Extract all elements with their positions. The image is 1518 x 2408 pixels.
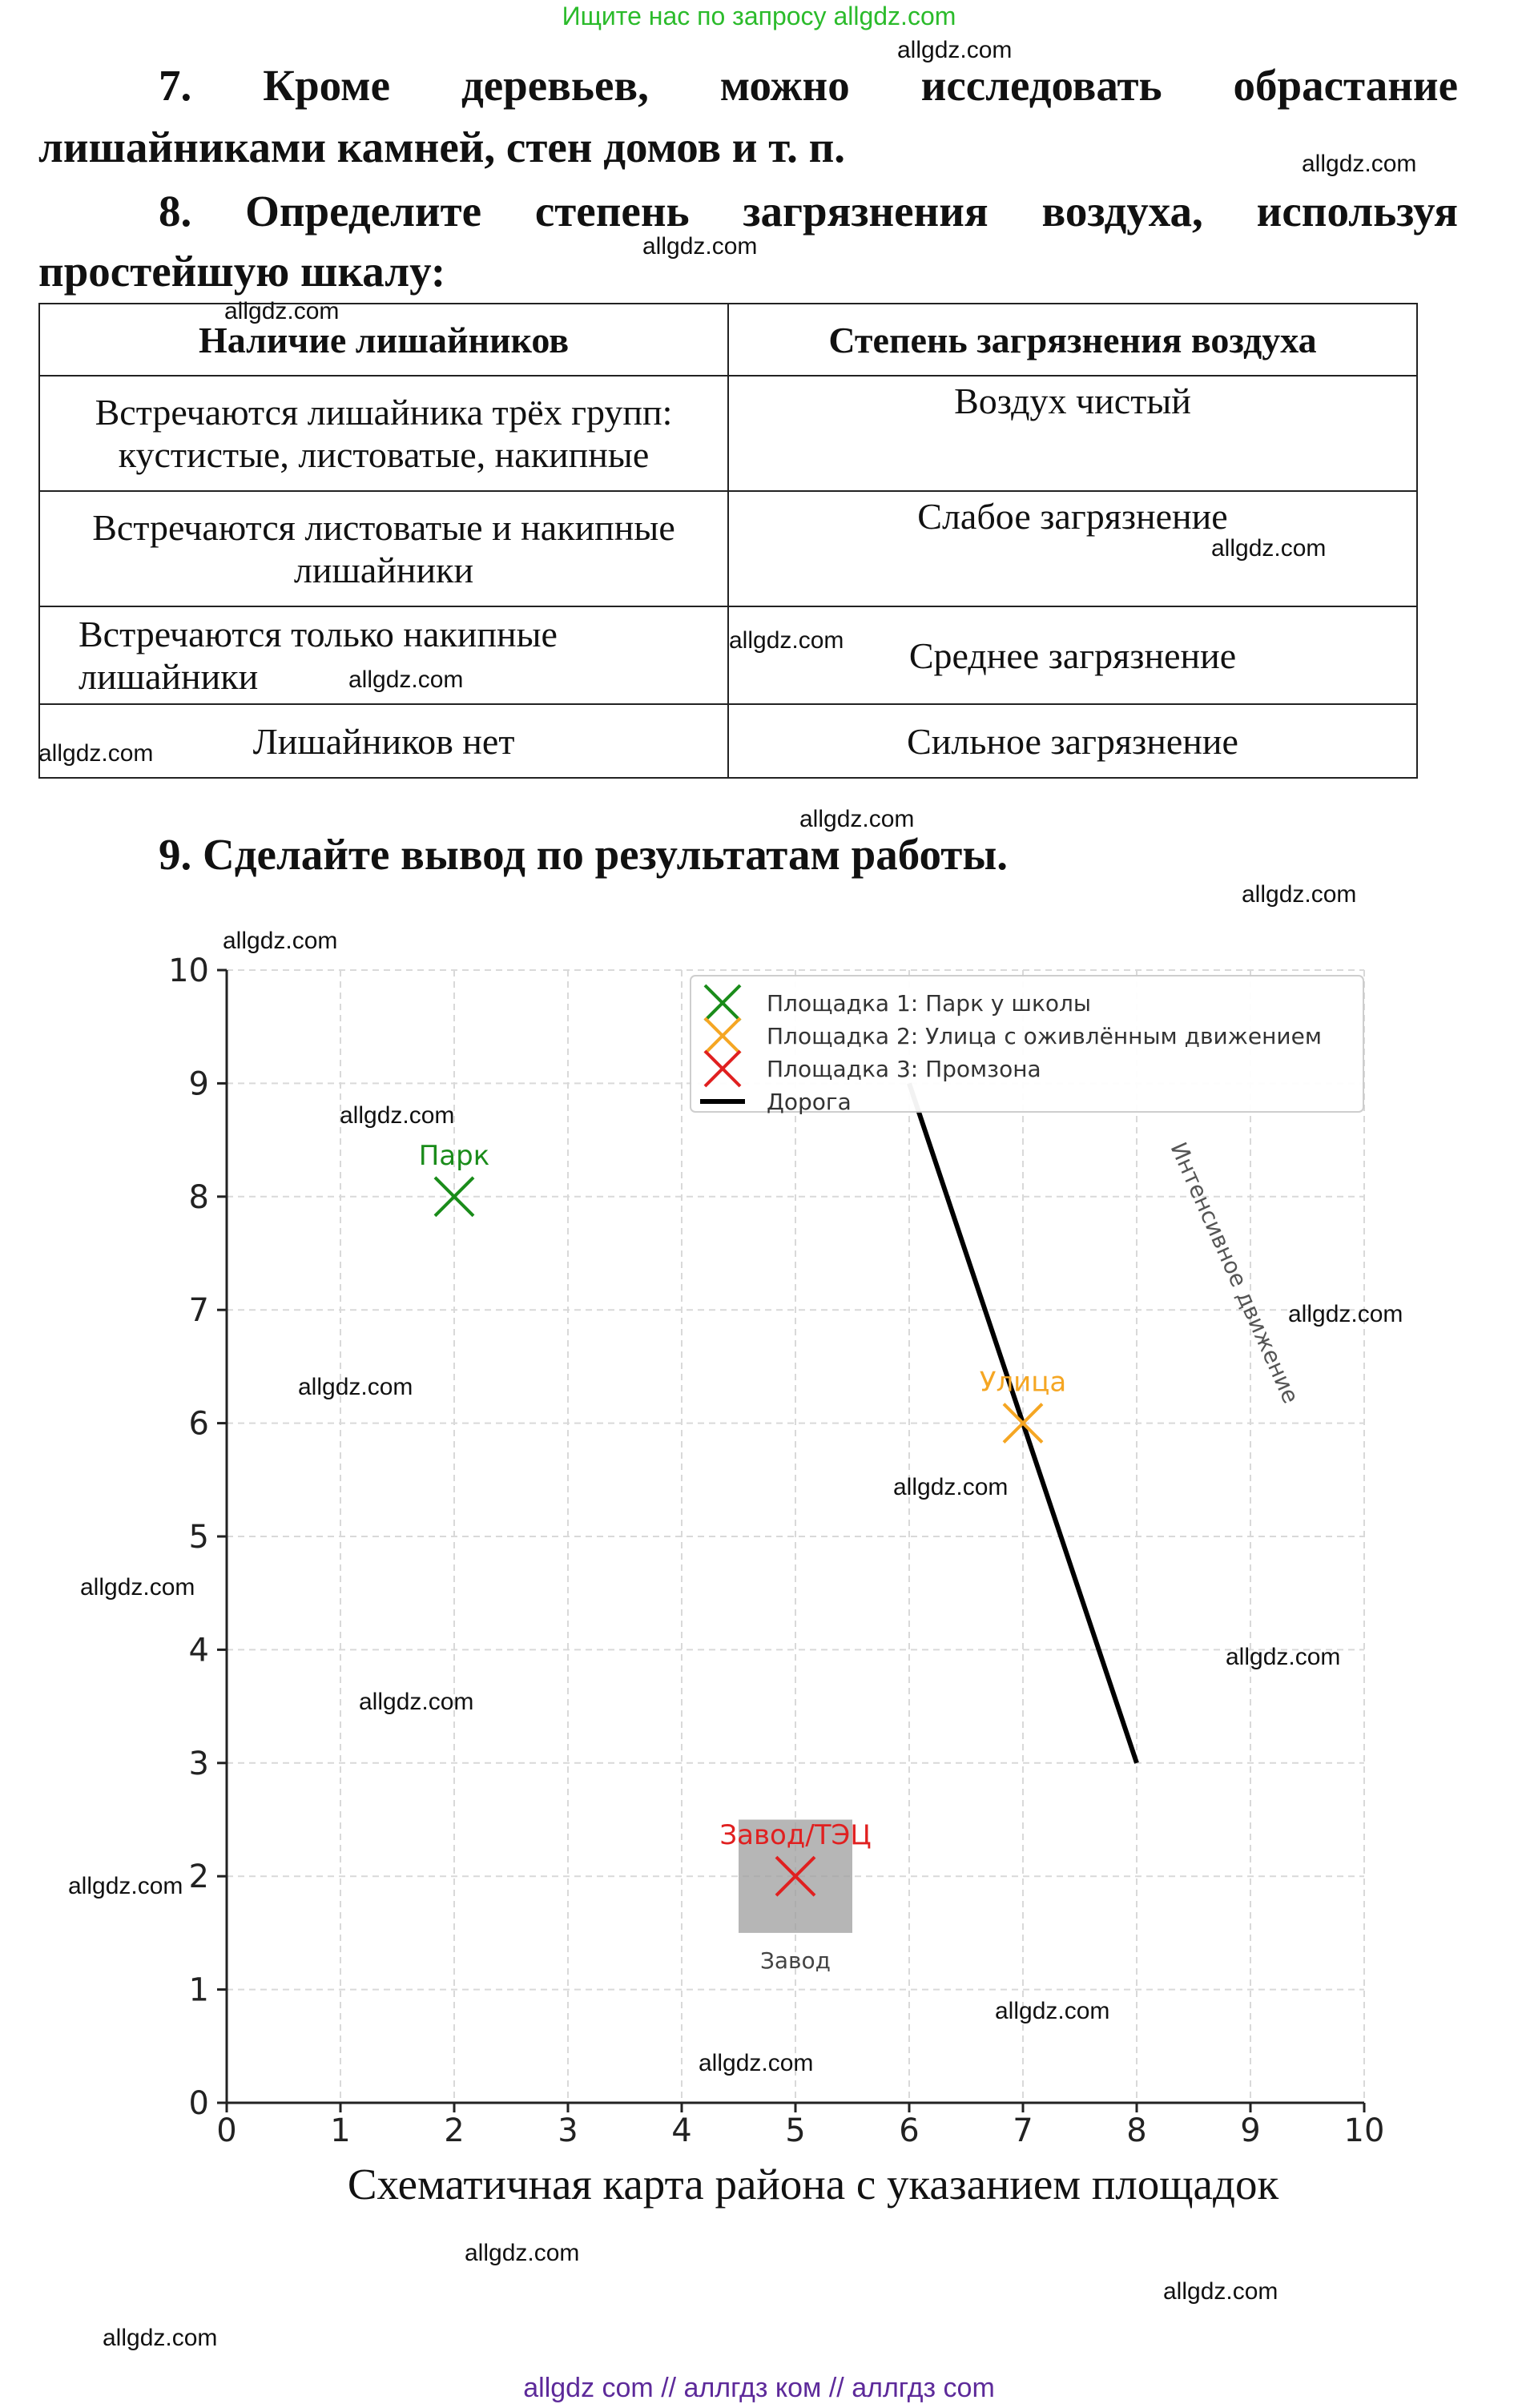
y-tick-label: 3 — [188, 1745, 209, 1782]
legend-label: Площадка 1: Парк у школы — [767, 990, 1092, 1017]
footer-links: allgdz com // аллгдз ком // аллгдз com — [523, 2373, 995, 2403]
cell-pollution: Воздух чистый — [728, 376, 1417, 491]
watermark: allgdz.com — [340, 1102, 455, 1129]
y-tick-label: 0 — [188, 2085, 209, 2122]
watermark: allgdz.com — [103, 2325, 218, 2351]
legend-label: Площадка 2: Улица с оживлённым движением — [767, 1023, 1322, 1049]
cell-lichens: Встречаются листоватые и накипные лишайники — [39, 491, 728, 606]
table-row — [39, 491, 1417, 606]
item9-heading: 9. Сделайте вывод по результатам работы. — [159, 830, 1009, 879]
y-tick-label: 9 — [188, 1065, 209, 1103]
header-lichens: Наличие лишайников — [39, 304, 728, 376]
cell-lichens: Лишайников нет — [39, 704, 728, 778]
watermark: allgdz.com — [729, 627, 844, 654]
watermark: allgdz.com — [699, 2050, 814, 2076]
header-pollution: Степень загрязнения воздуха — [728, 304, 1417, 376]
watermark: allgdz.com — [1288, 1301, 1403, 1327]
x-tick-label: 5 — [785, 2112, 806, 2147]
top-banner: Ищите нас по запросу allgdz.com — [562, 2, 956, 30]
x-tick-label: 8 — [1126, 2112, 1147, 2147]
item7-line1: 7. Кроме деревьев, можно исследовать обрастание — [159, 61, 1458, 110]
point-label: Парк — [418, 1139, 490, 1172]
watermark: allgdz.com — [80, 1574, 195, 1601]
table-row — [39, 376, 1417, 491]
item8-line1: 8. Определите степень загрязнения воздуха, используя — [159, 187, 1458, 236]
chart-caption: Схематичная карта района с указанием площадок — [347, 2160, 1279, 2209]
watermark: allgdz.com — [465, 2240, 580, 2266]
watermark: allgdz.com — [995, 1998, 1110, 2024]
legend-label: Площадка 3: Промзона — [767, 1056, 1041, 1082]
x-tick-label: 3 — [558, 2112, 578, 2147]
watermark: allgdz.com — [1163, 2278, 1278, 2305]
road-label: Интенсивное движение — [1165, 1138, 1305, 1407]
watermark: allgdz.com — [893, 1474, 1009, 1500]
watermark: allgdz.com — [348, 666, 464, 693]
cell-pollution: Сильное загрязнение — [728, 704, 1417, 778]
x-tick-label: 2 — [444, 2112, 465, 2147]
y-tick-label: 7 — [188, 1292, 209, 1330]
watermark: allgdz.com — [1226, 1644, 1341, 1670]
y-tick-label: 2 — [188, 1858, 209, 1896]
table-row — [39, 606, 1417, 704]
watermark: allgdz.com — [38, 740, 154, 767]
y-tick-label: 6 — [188, 1405, 209, 1443]
x-tick-label: 4 — [671, 2112, 692, 2147]
watermark: allgdz.com — [1302, 151, 1417, 177]
point-label: Улица — [979, 1366, 1067, 1399]
district-map-chart — [0, 913, 1518, 2147]
item8-line2: простейшую шкалу: — [38, 247, 446, 296]
y-tick-label: 10 — [168, 952, 209, 989]
cell-lichens: Встречаются лишайника трёх групп: кустистые, листоватые, накипные — [39, 376, 728, 491]
x-tick-label: 1 — [330, 2112, 351, 2147]
watermark: allgdz.com — [359, 1689, 474, 1715]
cell-lichens: Встречаются только накипные лишайники — [39, 606, 728, 704]
watermark: allgdz.com — [1211, 535, 1327, 562]
x-tick-label: 7 — [1013, 2112, 1033, 2147]
watermark: allgdz.com — [223, 928, 338, 954]
table-row — [39, 704, 1417, 778]
watermark: allgdz.com — [1242, 881, 1357, 908]
item7-line2: лишайниками камней, стен домов и т. п. — [38, 123, 846, 171]
point-label: Завод/ТЭЦ — [719, 1819, 872, 1852]
watermark: allgdz.com — [642, 233, 758, 260]
y-tick-label: 4 — [188, 1632, 209, 1669]
y-tick-label: 1 — [188, 1971, 209, 2009]
factory-box-label: Завод — [759, 1947, 831, 1974]
y-tick-label: 5 — [188, 1519, 209, 1556]
watermark: allgdz.com — [298, 1374, 413, 1400]
watermark: allgdz.com — [224, 298, 340, 324]
legend-label: Дорога — [767, 1089, 852, 1115]
x-tick-label: 10 — [1343, 2112, 1385, 2147]
watermark: allgdz.com — [799, 806, 915, 832]
y-tick-label: 8 — [188, 1178, 209, 1216]
watermark: allgdz.com — [68, 1873, 183, 1899]
cell-pollution: Слабое загрязнение — [728, 491, 1417, 606]
x-tick-label: 0 — [216, 2112, 237, 2147]
x-tick-label: 6 — [899, 2112, 920, 2147]
cell-pollution: Среднее загрязнение — [728, 606, 1417, 704]
x-tick-label: 9 — [1240, 2112, 1261, 2147]
watermark: allgdz.com — [897, 37, 1013, 63]
